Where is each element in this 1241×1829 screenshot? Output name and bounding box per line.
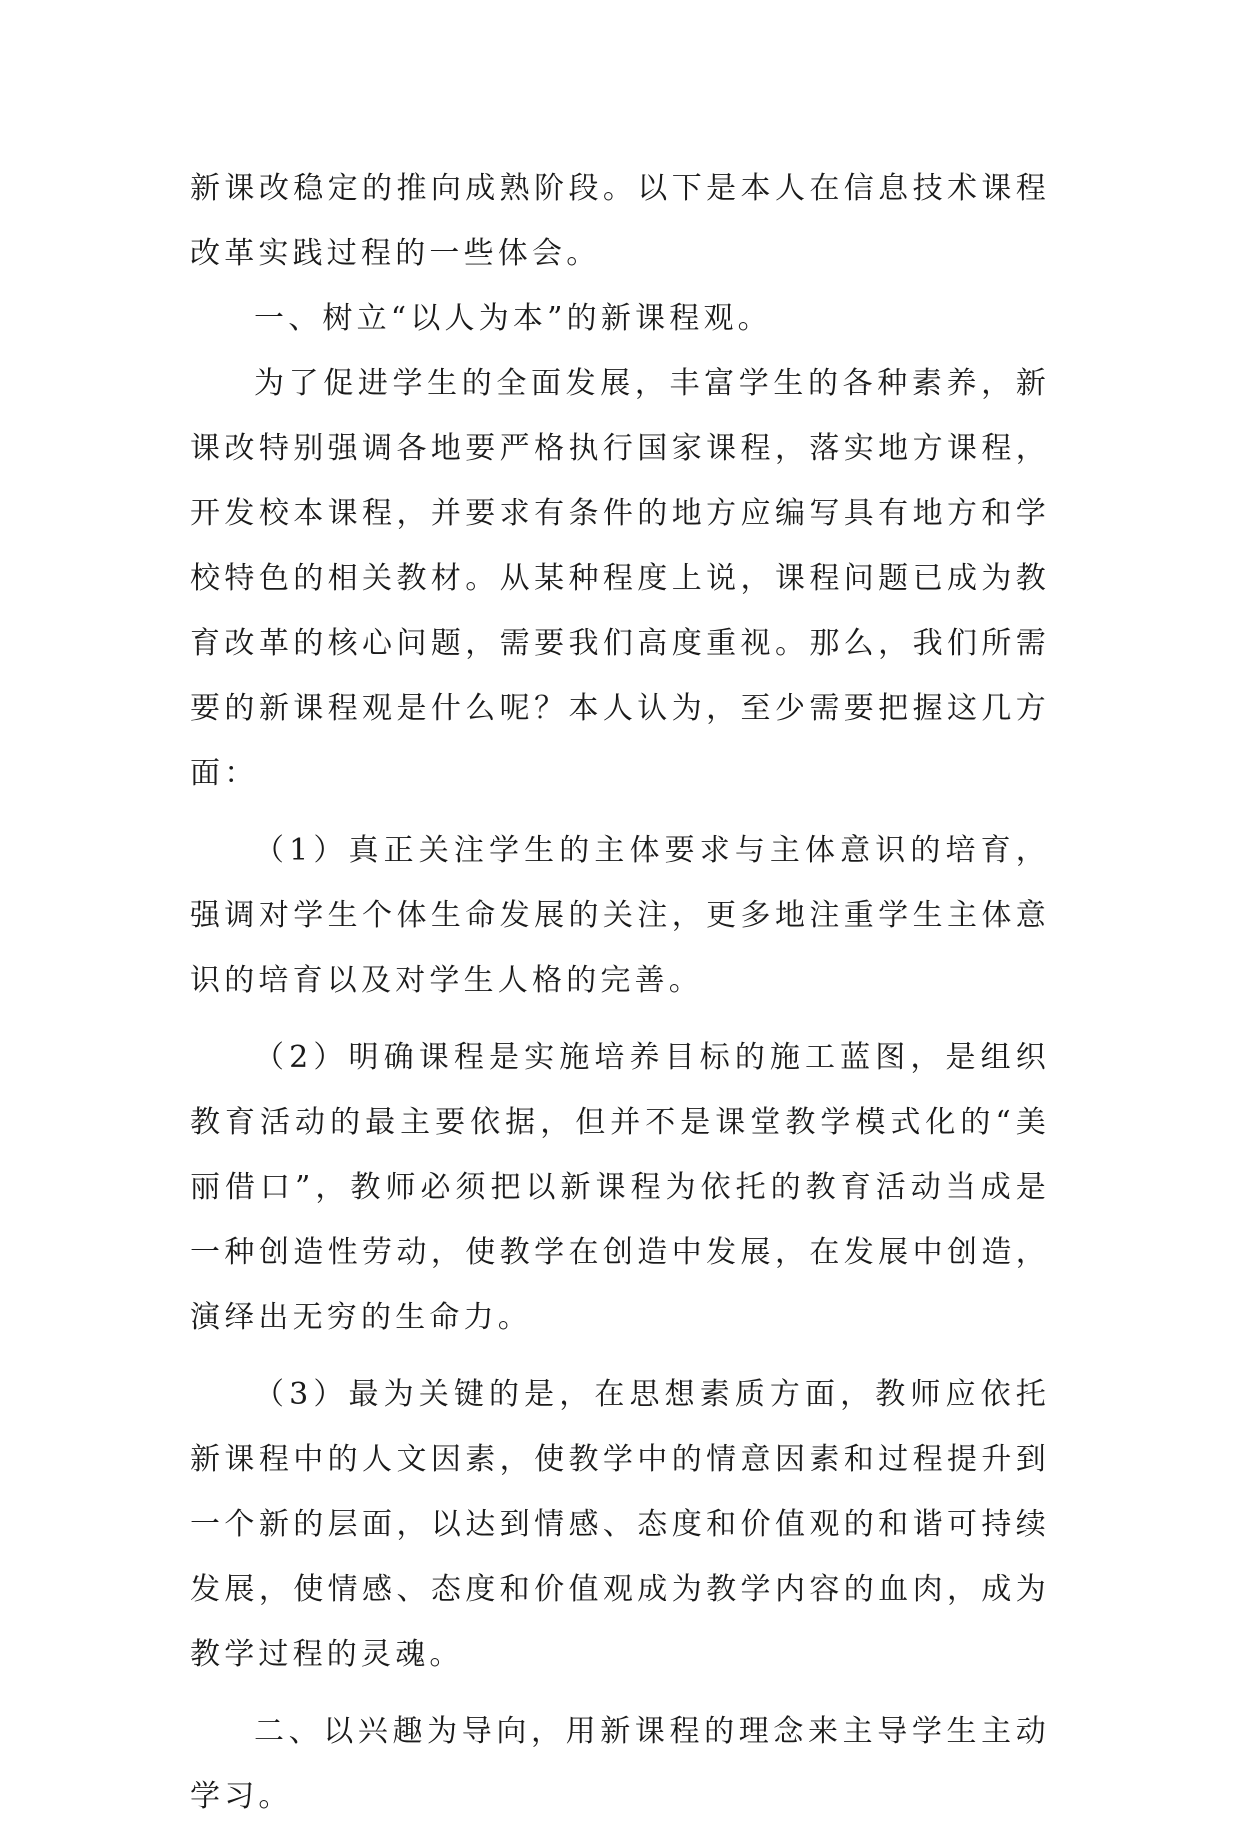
section-heading-2: 二、以兴趣为导向，用新课程的理念来主导学生主动学习。 — [190, 1714, 1050, 1814]
document-body — [190, 156, 1050, 1829]
paragraph-curriculum-view: 为了促进学生的全面发展，丰富学生的各种素养，新课改特别强调各地要严格执行国家课程，落实地方课程，开发校本课程，并要求有条件的地方应编写具有地方和学校特色的相关教材。从某种程度上说，课程问题已成为教育改革的核心问题，需要我们高度重视。那么，我们所需要的新课程观是什么呢？本人认为，至少需要把握这几方面： — [190, 366, 1050, 791]
list-item-3: （3）最为关键的是，在思想素质方面，教师应依托新课程中的人文因素，使教学中的情意因素和过程提升到一个新的层面，以达到情感、态度和价值观的和谐可持续发展，使情感、态度和价值观成为教学内容的血肉，成为教学过程的灵魂。 — [190, 1377, 1050, 1672]
list-item-1: （1）真正关注学生的主体要求与主体意识的培育，强调对学生个体生命发展的关注，更多地注重学生主体意识的培育以及对学生人格的完善。 — [190, 833, 1050, 998]
paragraph-intro-continuation: 新课改稳定的推向成熟阶段。以下是本人在信息技术课程改革实践过程的一些体会。 — [190, 171, 1050, 271]
section-heading-1: 一、树立“以人为本”的新课程观。 — [254, 301, 772, 336]
list-item-2: （2）明确课程是实施培养目标的施工蓝图，是组织教育活动的最主要依据，但并不是课堂教学模式化的“美丽借口”，教师必须把以新课程为依托的教育活动当成是一种创造性劳动，使教学在创造中发展，在发展中创造，演绎出无穷的生命力。 — [190, 1040, 1050, 1335]
